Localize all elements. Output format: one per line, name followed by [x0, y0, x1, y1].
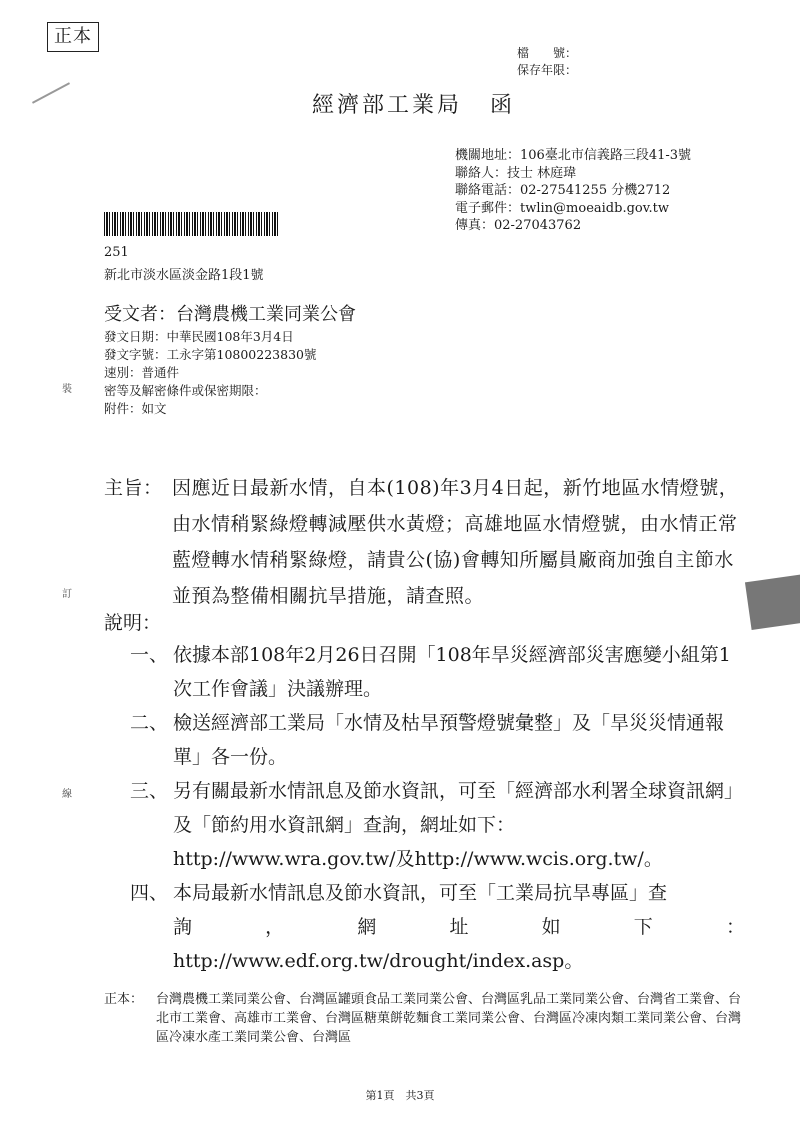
- binding-mark-ding: 訂: [62, 589, 72, 600]
- spread-char: 網: [357, 916, 377, 938]
- archive-info: [517, 45, 577, 79]
- spread-char: 址: [449, 916, 469, 938]
- explanation-item: [130, 638, 745, 706]
- issue-date: 發文日期：中華民國108年3月4日: [104, 329, 294, 344]
- item-number: 一、: [130, 644, 169, 666]
- attachment: 附件：如文: [104, 401, 167, 416]
- explanation-label: 說明：: [104, 612, 162, 634]
- barcode: [104, 212, 279, 236]
- item-spread-line: [173, 910, 745, 944]
- received-stamp: [745, 574, 800, 630]
- document-number: 發文字號：工永字第10800223830號: [104, 347, 317, 362]
- item-url: http://www.wra.gov.tw/及http://www.wcis.org.tw/。: [173, 848, 663, 870]
- spread-char: ：: [725, 916, 745, 938]
- spread-char: 詢: [173, 916, 193, 938]
- contact-phone: 聯絡電話：02-27541255 分機2712: [455, 183, 671, 198]
- recipient: 受文者：台灣農機工業同業公會: [104, 304, 356, 325]
- subject: [104, 470, 744, 614]
- pen-stroke: [32, 82, 70, 103]
- item-text: 檢送經濟部工業局「水情及枯旱預警燈號彙整」及「旱災災情通報單」各一份。: [173, 712, 725, 768]
- page-number: 第1頁 共3頁: [365, 1089, 435, 1102]
- item-number: 二、: [130, 712, 169, 734]
- delivery-speed: 速別：普通件: [104, 365, 180, 380]
- agency-address: 機關地址：106臺北市信義路三段41-3號: [455, 148, 692, 163]
- explanation-list: [130, 638, 745, 978]
- postcode: 251: [104, 245, 129, 260]
- contact-fax: 傳真：02-27043762: [455, 218, 582, 233]
- contact-block: [455, 147, 691, 235]
- item-number: 四、: [130, 882, 169, 904]
- item-number: 三、: [130, 780, 169, 802]
- cc-label: 正本：: [104, 992, 144, 1007]
- binding-mark-zhuang: 裝: [62, 384, 72, 395]
- recipient-address: 新北市淡水區淡金路1段1號: [104, 268, 264, 283]
- spread-char: 如: [541, 916, 561, 938]
- retention-label: 保存年限：: [517, 63, 578, 77]
- doc-type: 函: [490, 93, 516, 118]
- archive-number-label: 檔 號：: [517, 46, 578, 60]
- contact-email: 電子郵件：twlin@moeaidb.gov.tw: [455, 200, 670, 216]
- agency-title: [312, 88, 515, 119]
- subject-text: 因應近日最新水情，自本(108)年3月4日起，新竹地區水情燈號，由水情稍緊綠燈轉減壓供水黃燈；高雄地區水情燈號，由水情正常藍燈轉水情稍緊綠燈，請貴公(協)會轉知所屬員廠商加強自主節水並預為整備相關抗旱措施，請查照。: [172, 477, 739, 607]
- item-text: 依據本部108年2月26日召開「108年旱災經濟部災害應變小組第1次工作會議」決議辦理。: [173, 644, 731, 700]
- explanation-item: [130, 774, 745, 876]
- contact-person: 聯絡人：技士 林庭瑋: [455, 165, 577, 181]
- copy-stamp: 正本: [47, 22, 99, 52]
- binding-mark-xian: 線: [62, 789, 72, 800]
- document-meta: [104, 328, 316, 418]
- item-text: 另有關最新水情訊息及節水資訊，可至「經濟部水利署全球資訊網」及「節約用水資訊網」查詢，網址如下：: [173, 780, 744, 836]
- item-url: http://www.edf.org.tw/drought/index.asp。: [173, 950, 584, 972]
- carbon-copy: [104, 990, 744, 1047]
- security-level: 密等及解密條件或保密期限：: [104, 383, 267, 398]
- explanation-item: [130, 876, 745, 978]
- subject-label: 主旨：: [104, 477, 163, 499]
- spread-char: ，: [265, 916, 285, 938]
- explanation-item: [130, 706, 745, 774]
- spread-char: 下: [633, 916, 653, 938]
- agency-name: 經濟部工業局: [312, 93, 463, 118]
- item-text: 本局最新水情訊息及節水資訊，可至「工業局抗旱專區」查: [173, 882, 668, 904]
- cc-text: 台灣農機工業同業公會、台灣區罐頭食品工業同業公會、台灣區乳品工業同業公會、台灣省工業會、台北市工業會、高雄市工業會、台灣區糖菓餅乾麵食工業同業公會、台灣區冷凍肉類工業同業公會、台灣區冷凍水產工業同業公會、台灣區: [156, 992, 742, 1045]
